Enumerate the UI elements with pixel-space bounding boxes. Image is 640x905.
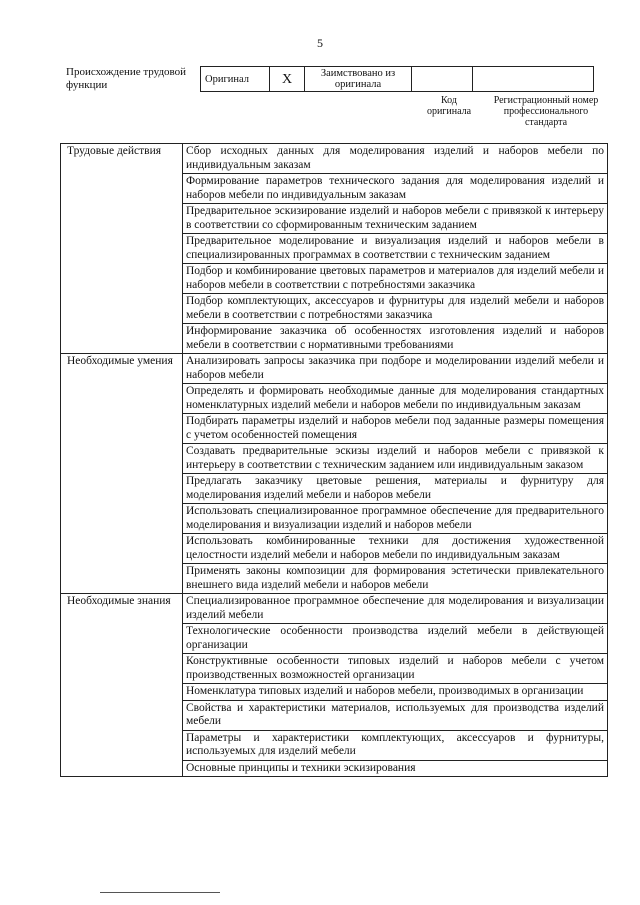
table-cell-item: Предлагать заказчику цветовые решения, материалы и фурнитуру для моделирования изделий мебели и наборов мебели: [183, 474, 608, 504]
table-cell-item: Использовать комбинированные техники для достижения художественной целостности изделий мебели и наборов мебели по индивидуальным заказам: [183, 534, 608, 564]
table-cell-item: Применять законы композиции для формирования эстетически привлекательного внешнего вида изделий мебели и наборов мебели: [183, 564, 608, 594]
table-cell-item: Использовать специализированное программное обеспечение для предварительного моделирования и визуализации изделий и наборов мебели: [183, 504, 608, 534]
table-row: [61, 144, 608, 174]
table-cell-item: Номенклатура типовых изделий и наборов мебели, производимых в организации: [183, 684, 608, 701]
table-cell-item: Технологические особенности производства изделий мебели в действующей организации: [183, 624, 608, 654]
function-table: [60, 143, 608, 777]
page-number: 5: [317, 36, 323, 50]
table-cell-item: Свойства и характеристики материалов, используемых для производства изделий мебели: [183, 700, 608, 730]
reg-number-caption: Регистрационный номер профессионального стандарта: [493, 95, 599, 128]
table-cell-item: Предварительное моделирование и визуализация изделий и наборов мебели в специализированных программах в соответствии с техническим заданием: [183, 234, 608, 264]
table-cell-item: Предварительное эскизирование изделий и наборов мебели с привязкой к интерьеру в соответствии со сформированным техническим заданием: [183, 204, 608, 234]
table-cell-item: Определять и формировать необходимые данные для моделирования стандартных номенклатурных изделий мебели и наборов мебели по индивидуальным заказам: [183, 384, 608, 414]
section-title: Трудовые действия: [61, 144, 183, 354]
table-cell-item: Параметры и характеристики комплектующих, аксессуаров и фурнитуры, используемых для изделий мебели: [183, 730, 608, 760]
table-cell-item: Информирование заказчика об особенностях изготовления изделий и наборов мебели в соответствии с нормативными требованиями: [183, 324, 608, 354]
code-cell: [412, 67, 473, 92]
table-row: [61, 354, 608, 384]
table-cell-item: Подбирать параметры изделий и наборов мебели под заданные размеры помещения с учетом особенностей помещения: [183, 414, 608, 444]
table-cell-item: Подбор и комбинирование цветовых параметров и материалов для изделий мебели и наборов мебели в соответствии с потребностями заказчика: [183, 264, 608, 294]
reg-number-cell: [473, 67, 594, 92]
footer-divider: [100, 892, 220, 893]
table-cell-item: Специализированное программное обеспечение для моделирования и визуализации изделий мебели: [183, 594, 608, 624]
table-cell-item: Создавать предварительные эскизы изделий и наборов мебели с привязкой к интерьеру в соответствии с техническим заданием или индивидуальным заказом: [183, 444, 608, 474]
table-cell-item: Анализировать запросы заказчика при подборе и моделировании изделий мебели и наборов мебели: [183, 354, 608, 384]
table-cell-item: Основные принципы и техники эскизирования: [183, 760, 608, 777]
section-title: Необходимые умения: [61, 354, 183, 594]
section-title: Необходимые знания: [61, 594, 183, 777]
original-cell: Оригинал: [201, 67, 270, 92]
table-row: [61, 594, 608, 624]
code-caption: Код оригинала: [426, 95, 472, 117]
table-cell-item: Конструктивные особенности типовых изделий и наборов мебели с учетом производственных возможностей организации: [183, 654, 608, 684]
table-cell-item: Сбор исходных данных для моделирования изделий и наборов мебели по индивидуальным заказам: [183, 144, 608, 174]
origin-table: [200, 66, 594, 92]
origin-label: Происхождение трудовой функции: [66, 66, 187, 91]
table-cell-item: Формирование параметров технического задания для моделирования изделий и наборов мебели по индивидуальным заказам: [183, 174, 608, 204]
original-mark: X: [270, 67, 305, 92]
table-cell-item: Подбор комплектующих, аксессуаров и фурнитуры для изделий мебели и наборов мебели в соответствии с потребностями заказчика: [183, 294, 608, 324]
borrowed-cell: Заимствовано из оригинала: [305, 67, 412, 92]
